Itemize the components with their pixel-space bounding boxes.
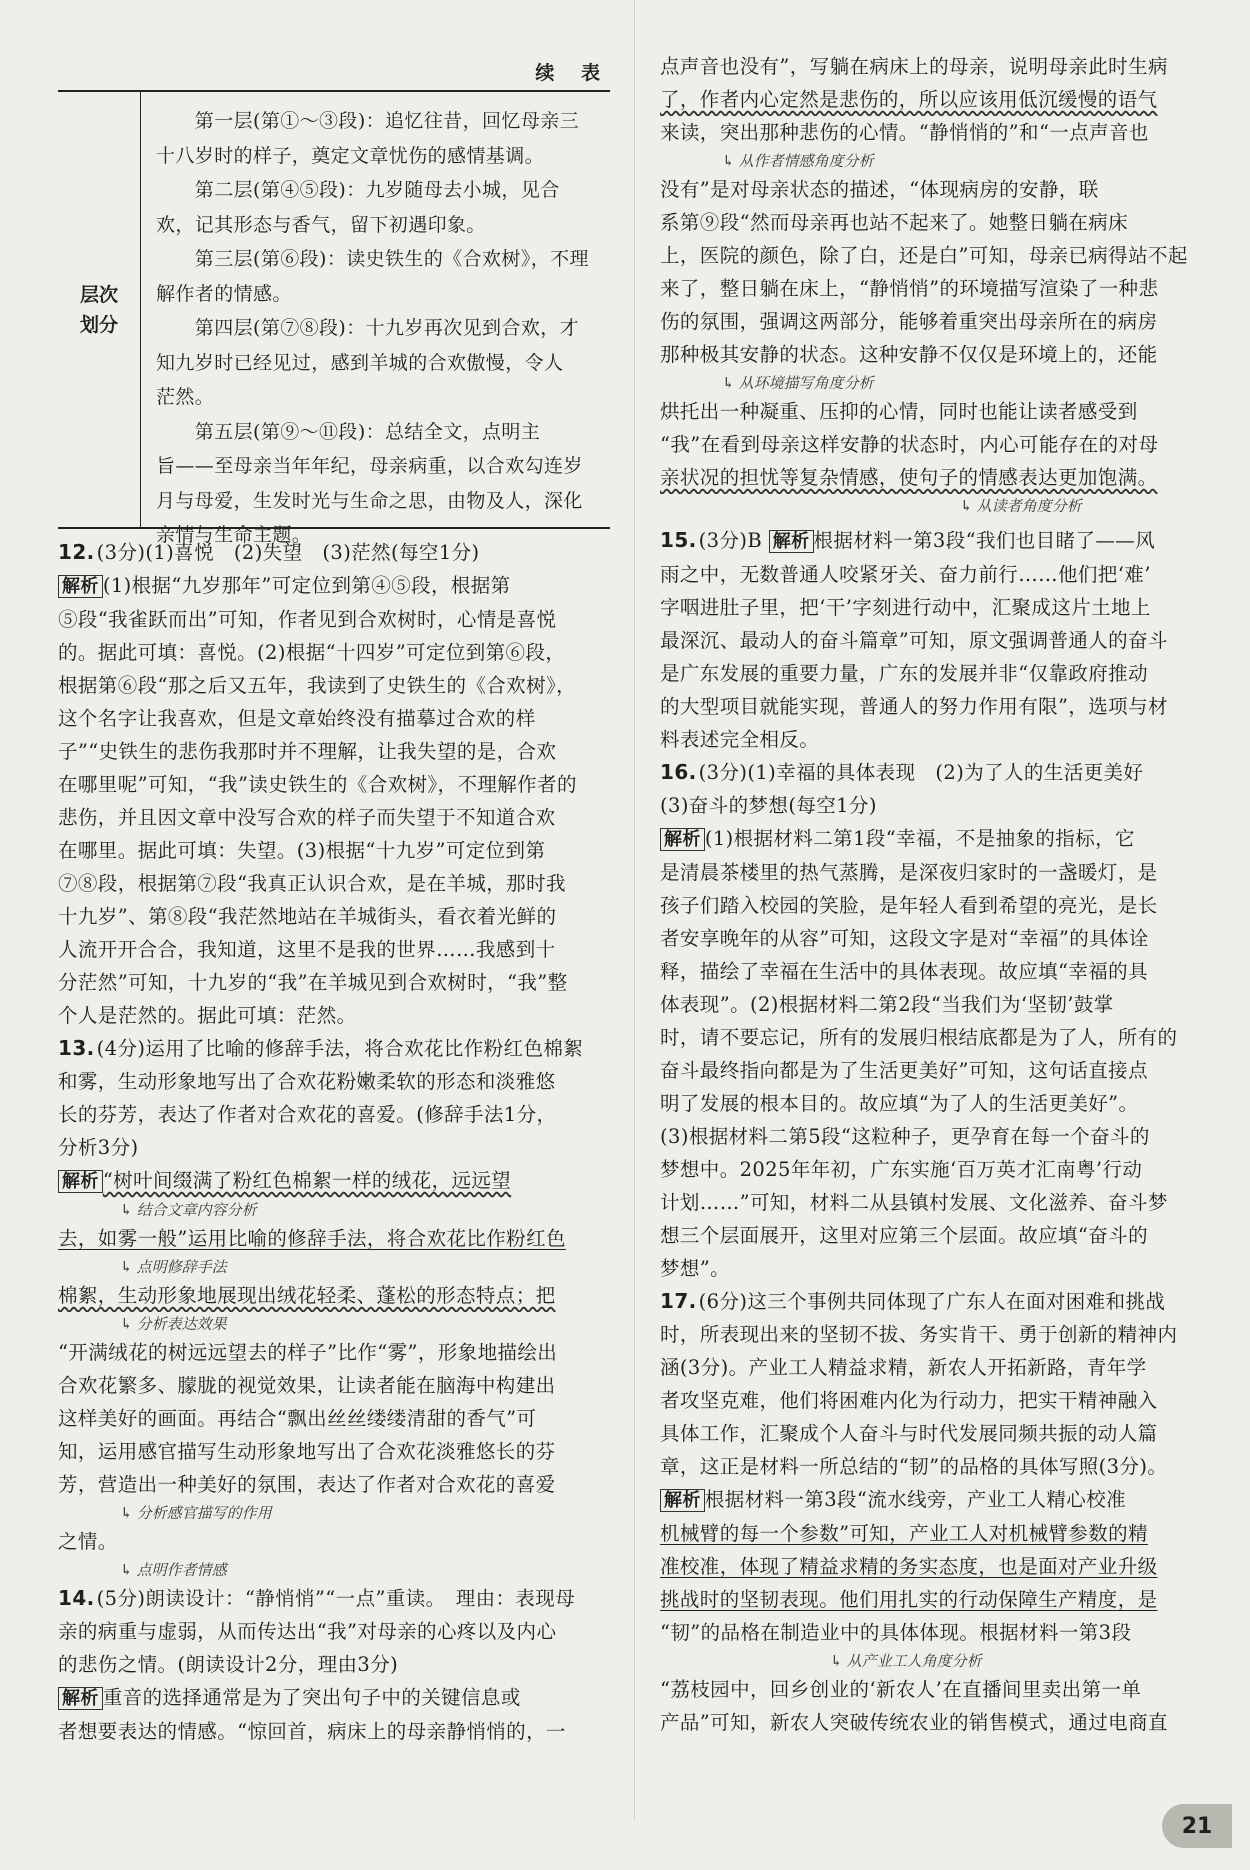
- q14-line: 系第⑨段“然而母亲再也站不起来了。她整日躺在病床: [660, 211, 1129, 234]
- q12-line: 分茫然”可知，十九岁的“我”在羊城见到合欢树时，“我”整: [58, 971, 568, 994]
- table-continued-label: 续 表: [535, 62, 610, 84]
- q13-margin-note: ↳ 分析表达效果: [120, 1315, 227, 1333]
- q16-line: 者安享晚年的从容”可知，这段文字是对“幸福”的具体诠: [660, 927, 1149, 950]
- q15-line: 字咽进肚子里，把‘干’字刻进行动中，汇聚成这片土地上: [660, 596, 1151, 619]
- q17-line: 产品”可知，新农人突破传统农业的销售模式，通过电商直: [660, 1711, 1168, 1734]
- table-line: 知九岁时已经见过，感到羊城的合欢傲慢，令人: [156, 351, 564, 374]
- q17-line: 挑战时的坚韧表现。他们用扎实的行动保障生产精度，是: [660, 1588, 1158, 1611]
- q13-analysis-first: 解析 “树叶间缀满了粉红色棉絮一样的绒花，远远望: [58, 1164, 610, 1198]
- q17-line: “韧”的品格在制造业中的具体体现。根据材料一第3段: [660, 1621, 1132, 1644]
- q16-line: (3)根据材料二第5段“这粒种子，更孕育在每一个奋斗的: [660, 1125, 1150, 1148]
- q14-line: 来读，突出那种悲伤的心情。“静悄悄的”和“一点声音也: [660, 121, 1149, 144]
- q15-line: 最深沉、最动人的奋斗篇章”可知，原文强调普通人的奋斗: [660, 629, 1168, 652]
- q12-line: 这个名字让我喜欢，但是文章始终没有描摹过合欢的样: [58, 707, 536, 730]
- q13-margin-note: ↳ 点明修辞手法: [120, 1258, 227, 1276]
- q13-line: 棉絮，生动形象地展现出绒花轻柔、蓬松的形态特点；把: [58, 1284, 556, 1307]
- q14-line: 者想要表达的情感。“惊回首，病床上的母亲静悄悄的，一: [58, 1720, 566, 1743]
- q14-line: “我”在看到母亲这样安静的状态时，内心可能存在的对母: [660, 433, 1159, 456]
- q14-margin-note: ↳ 从作者情感角度分析: [722, 152, 874, 170]
- table-row-label: [58, 92, 141, 527]
- q14-line: 那种极其安静的状态。这种安静不仅仅是环境上的，还能: [660, 343, 1158, 366]
- q13-margin-note: ↳ 分析感官描写的作用: [120, 1504, 272, 1522]
- q14-number: 14.: [58, 1586, 95, 1610]
- structure-table: [58, 90, 610, 546]
- q14-line: 点声音也没有”，写躺在病床上的母亲，说明母亲此时生病: [660, 55, 1168, 78]
- row-label-line-1: 层次: [79, 283, 118, 306]
- q13-margin-note: ↳ 结合文章内容分析: [120, 1201, 257, 1219]
- analysis-tag: 解析: [58, 575, 103, 598]
- table-line: 解作者的情感。: [156, 282, 292, 305]
- table-line: 旨——至母亲当年年纪，母亲病重，以合欢勾连岁: [156, 455, 583, 477]
- q16-line: 明了发展的根本目的。故应填“为了人的生活更美好”。: [660, 1092, 1139, 1115]
- q13-line: 这样美好的画面。再结合“飘出丝丝缕缕清甜的香气”可: [58, 1407, 537, 1430]
- q14-line: 亲状况的担忧等复杂情感，使句子的情感表达更加饱满。: [660, 466, 1158, 489]
- column-divider: [634, 0, 635, 1820]
- q14-answer-line: 的悲伤之情。(朗读设计2分，理由3分): [58, 1653, 399, 1676]
- q13-answer-line: 和雾，生动形象地写出了合欢花粉嫩柔软的形态和淡雅悠: [58, 1070, 556, 1093]
- q14-margin-note: ↳ 从读者角度分析: [960, 497, 1082, 515]
- table-line: 十八岁时的样子，奠定文章忧伤的感情基调。: [156, 144, 545, 167]
- q16-line: 时，请不要忘记，所有的发展归根结底都是为了人，所有的: [660, 1026, 1178, 1049]
- q13-line: 合欢花繁多、朦胧的视觉效果，让读者能在脑海中构建出: [58, 1374, 556, 1397]
- q12-line: 人流开开合合，我知道，这里不是我的世界……我感到十: [58, 938, 556, 961]
- q14-line: 上，医院的颜色，除了白，还是白”可知，母亲已病得站不起: [660, 244, 1188, 267]
- q15-line: 的大型项目就能实现，普通人的努力作用有限”，选项与材: [660, 695, 1168, 718]
- q16-answer: 16. (3分)(1)幸福的具体表现 (2)为了人的生活更美好: [660, 760, 1144, 784]
- q13-line: 之情。: [58, 1530, 118, 1553]
- q15-number: 15.: [660, 528, 697, 552]
- q12-line: ⑤段“我雀跃而出”可知，作者见到合欢树时，心情是喜悦: [58, 608, 557, 631]
- q12-line: 个人是茫然的。据此可填：茫然。: [58, 1004, 357, 1027]
- table-line: 茫然。: [156, 386, 215, 408]
- analysis-tag: 解析: [58, 1170, 103, 1193]
- q13-line: 芳，营造出一种美好的氛围，表达了作者对合欢花的喜爱: [58, 1473, 556, 1496]
- table-line: 第二层(第④⑤段)：九岁随母去小城，见合: [156, 179, 560, 201]
- q16-line: 梦想中。2025年年初，广东实施‘百万英才汇南粤’行动: [660, 1158, 1143, 1181]
- q17-margin-note: ↳ 从产业工人角度分析: [830, 1652, 982, 1670]
- q12-analysis-first: 解析 (1)根据“九岁那年”可定位到第④⑤段，根据第: [58, 569, 610, 603]
- q16-line: 是清晨茶楼里的热气蒸腾，是深夜归家时的一盏暖灯，是: [660, 861, 1158, 884]
- analysis-tag: 解析: [58, 1687, 103, 1710]
- q16-line: 想三个层面展开，这里对应第三个层面。故应填“奋斗的: [660, 1224, 1148, 1247]
- q14-line: 没有”是对母亲状态的描述，“体现病房的安静，联: [660, 178, 1099, 201]
- q16-line: 奋斗最终指向都是为了生活更美好”可知，这句话直接点: [660, 1059, 1148, 1082]
- q15-line: 是广东发展的重要力量，广东的发展并非“仅靠政府推动: [660, 662, 1148, 685]
- q16-line: 计划……”可知，材料二从县镇村发展、文化滋养、奋斗梦: [660, 1191, 1168, 1214]
- q15-answer: 15. (3分)B 解析 根据材料一第3段“我们也目睹了——风: [660, 528, 1156, 552]
- q16-answer-line: (3)奋斗的梦想(每空1分): [660, 794, 877, 817]
- table-line: 亲情与生命主题。: [156, 524, 312, 546]
- q14-margin-note: ↳ 从环境描写角度分析: [722, 374, 874, 392]
- q15-line: 雨之中，无数普通人咬紧牙关、奋力前行……他们把‘难’: [660, 563, 1151, 586]
- left-column: [58, 536, 610, 1748]
- right-column: [660, 50, 1192, 1739]
- q16-line: 体表现”。(2)根据材料二第2段“当我们为‘坚韧’鼓掌: [660, 993, 1114, 1016]
- q14-answer: 14. (5分)朗读设计：“静悄悄”“一点”重读。 理由：表现母: [58, 1586, 576, 1610]
- q17-answer-line: 时，所表现出来的坚韧不拔、务实肯干、勇于创新的精神内: [660, 1323, 1178, 1346]
- analysis-tag: 解析: [660, 1489, 705, 1512]
- q17-answer: 17. (6分)这三个事例共同体现了广东人在面对困难和挑战: [660, 1289, 1166, 1313]
- q13-number: 13.: [58, 1036, 95, 1060]
- q14-line: 伤的氛围，强调这两部分，能够着重突出母亲所在的病房: [660, 310, 1158, 333]
- q12-line: 十九岁”、第⑧段“我茫然地站在羊城街头，看衣着光鲜的: [58, 905, 557, 928]
- q14-line: 来了，整日躺在床上，“静悄悄”的环境描写渲染了一种悲: [660, 277, 1159, 300]
- table-line: 欢，记其形态与香气，留下初遇印象。: [156, 213, 486, 236]
- analysis-tag: 解析: [660, 828, 705, 851]
- q17-answer-line: 章，这正是材料一所总结的“韧”的品格的具体写照(3分)。: [660, 1455, 1168, 1478]
- q13-margin-note: ↳ 点明作者情感: [120, 1561, 227, 1579]
- q16-number: 16.: [660, 760, 697, 784]
- q14-line: 烘托出一种凝重、压抑的心情，同时也能让读者感受到: [660, 400, 1138, 423]
- q12-number: 12.: [58, 540, 95, 564]
- q13-line: “开满绒花的树远远望去的样子”比作“雾”，形象地描绘出: [58, 1341, 558, 1364]
- q12-line: 在哪里。据此可填：失望。(3)根据“十九岁”可定位到第: [58, 839, 546, 862]
- page-number: 21: [1162, 1804, 1232, 1848]
- q12-line: 根据第⑥段“那之后又五年，我读到了史铁生的《合欢树》，: [58, 674, 577, 697]
- table-line: 第四层(第⑦⑧段)：十九岁再次见到合欢，才: [156, 317, 580, 339]
- q17-line: 机械臂的每一个参数”可知，产业工人对机械臂参数的精: [660, 1522, 1148, 1545]
- q13-answer: 13. (4分)运用了比喻的修辞手法，将合欢花比作粉红色棉絮: [58, 1036, 584, 1060]
- q12-line: ⑦⑧段，根据第⑦段“我真正认识合欢，是在羊城，那时我: [58, 872, 566, 895]
- q17-analysis-first: 解析 根据材料一第3段“流水线旁，产业工人精心校准: [660, 1483, 1192, 1517]
- q13-line: 知，运用感官描写生动形象地写出了合欢花淡雅悠长的芬: [58, 1440, 556, 1463]
- table-line: 第五层(第⑨～⑪段)：总结全文，点明主: [156, 420, 541, 443]
- q12-line: 子”“史铁生的悲伤我那时并不理解，让我失望的是，合欢: [58, 740, 557, 763]
- table-line: 第一层(第①～③段)：追忆往昔，回忆母亲三: [156, 110, 580, 132]
- q17-answer-line: 具体工作，汇聚成个人奋斗与时代发展同频共振的动人篇: [660, 1422, 1158, 1445]
- q17-answer-line: 者攻坚克难，他们将困难内化为行动力，把实干精神融入: [660, 1389, 1158, 1412]
- table-content: [156, 104, 596, 553]
- q16-line: 释，描绘了幸福在生活中的具体表现。故应填“幸福的具: [660, 960, 1148, 983]
- q15-line: 料表述完全相反。: [660, 728, 820, 751]
- analysis-tag: 解析: [769, 530, 814, 553]
- q17-line: “荔枝园中，回乡创业的‘新农人’在直播间里卖出第一单: [660, 1678, 1142, 1701]
- q13-answer-line: 长的芬芳，表达了作者对合欢花的喜爱。(修辞手法1分，: [58, 1103, 557, 1126]
- row-label-line-2: 划分: [79, 313, 118, 336]
- q12-line: 悲伤，并且因文章中没写合欢的样子而失望于不知道合欢: [58, 806, 556, 829]
- table-line: 第三层(第⑥段)：读史铁生的《合欢树》，不理: [156, 248, 589, 270]
- q17-line: 准校准，体现了精益求精的务实态度，也是面对产业升级: [660, 1555, 1158, 1578]
- q16-analysis-first: 解析 (1)根据材料二第1段“幸福，不是抽象的指标，它: [660, 822, 1192, 856]
- table-line: 月与母爱，生发时光与生命之思，由物及人，深化: [156, 489, 583, 512]
- q17-answer-line: 涵(3分)。产业工人精益求精，新农人开拓新路，青年学: [660, 1356, 1147, 1379]
- q13-line: 去，如雾一般”运用比喻的修辞手法，将合欢花比作粉红色: [58, 1227, 566, 1250]
- q16-line: 孩子们踏入校园的笑脸，是年轻人看到希望的亮光，是长: [660, 894, 1158, 917]
- q12-answer: 12. (3分)(1)喜悦 (2)失望 (3)茫然(每空1分): [58, 540, 480, 564]
- q12-line: 的。据此可填：喜悦。(2)根据“十四岁”可定位到第⑥段，: [58, 641, 566, 664]
- q14-analysis-first: 解析 重音的选择通常是为了突出句子中的关键信息或: [58, 1681, 610, 1715]
- q14-line: 了，作者内心定然是悲伤的，所以应该用低沉缓慢的语气: [660, 88, 1158, 111]
- q12-line: 在哪里呢”可知，“我”读史铁生的《合欢树》，不理解作者的: [58, 773, 577, 796]
- q13-answer-line: 分析3分): [58, 1136, 139, 1159]
- q14-answer-line: 亲的病重与虚弱，从而传达出“我”对母亲的心疼以及内心: [58, 1620, 557, 1643]
- q16-line: 梦想”。: [660, 1257, 731, 1280]
- q17-number: 17.: [660, 1289, 697, 1313]
